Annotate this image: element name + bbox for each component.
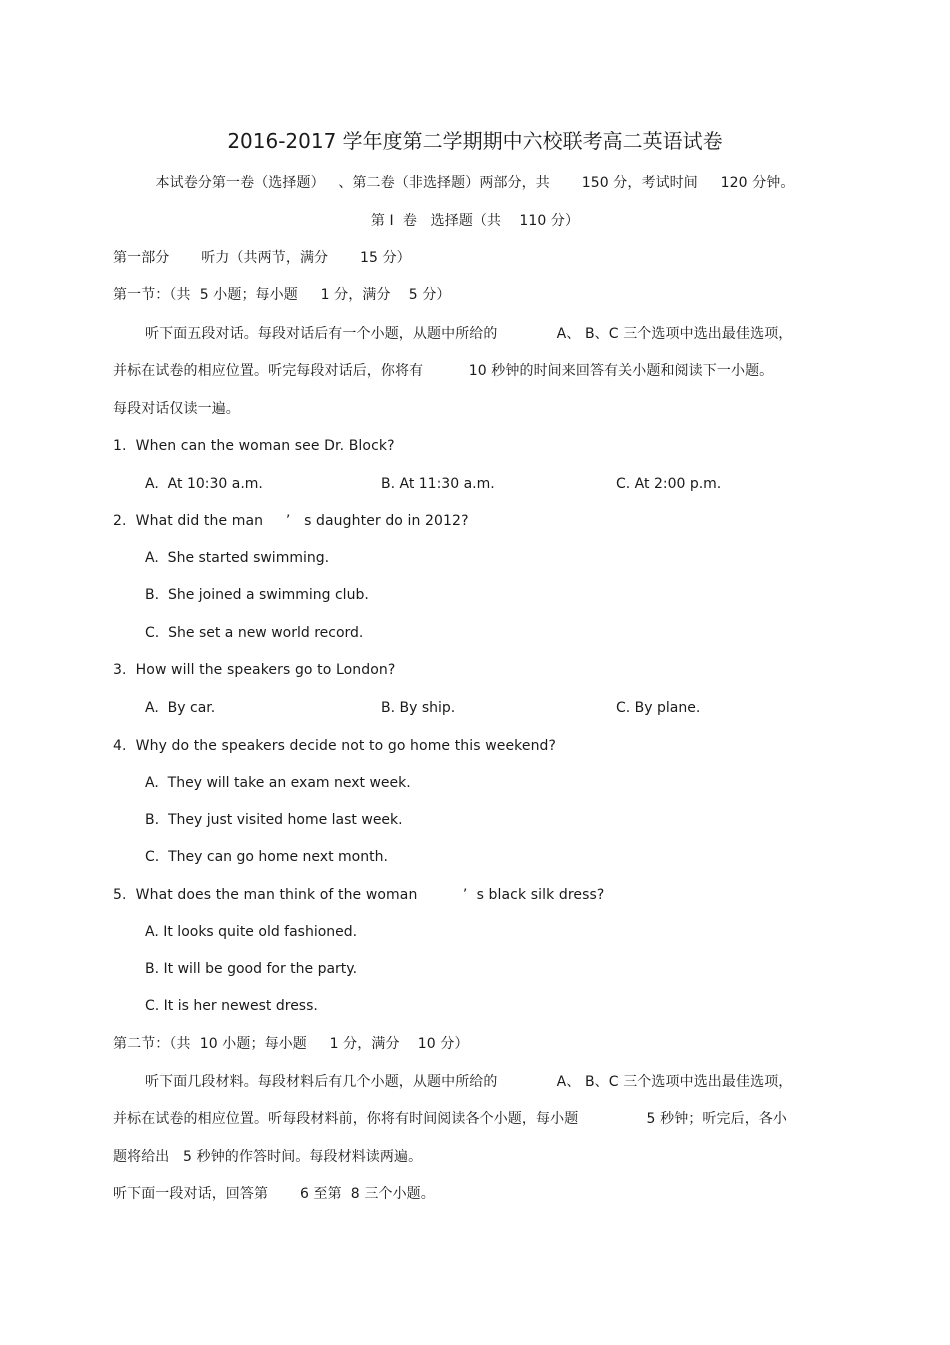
answer-option: B. It will be good for the party. [145,961,358,977]
answer-option: A. She started swimming. [145,550,330,566]
answer-option: B. At 11:30 a.m. [381,476,495,492]
question-text: 3. How will the speakers go to London? [113,662,396,678]
volume-heading: 第 I 卷 选择题（共 110 分） [370,213,580,229]
answer-option: C. By plane. [616,700,701,716]
exam-intro: 本试卷分第一卷（选择题） 、第二卷（非选择题）两部分，共 150 分，考试时间 120 分钟。 [155,175,795,191]
instruction-line: 并标在试卷的相应位置。听每段材料前，你将有时间阅读各个小题，每小题 5 秒钟；听完后，各小 [113,1111,788,1127]
answer-option: A. They will take an exam next week. [145,775,411,791]
answer-option: A. At 10:30 a.m. [145,476,263,492]
section-heading: 第二节：（共 10 小题；每小题 1 分，满分 10 分） [113,1036,469,1052]
instruction-line: 听下面一段对话，回答第 6 至第 8 三个小题。 [113,1186,435,1202]
question-text: 4. Why do the speakers decide not to go home this weekend? [113,738,557,754]
answer-option: C. They can go home next month. [145,849,388,865]
answer-option: B. They just visited home last week. [145,812,403,828]
instruction-line: 听下面几段材料。每段材料后有几个小题，从题中所给的 A、 B、C 三个选项中选出最佳选项， [145,1074,793,1090]
answer-option: C. At 2:00 p.m. [616,476,722,492]
instruction-line: 并标在试卷的相应位置。听完每段对话后，你将有 10 秒钟的时间来回答有关小题和阅读下一小题。 [113,363,774,379]
section-heading: 第一节：（共 5 小题；每小题 1 分，满分 5 分） [113,287,451,303]
answer-option: B. By ship. [381,700,456,716]
question-text: 1. When can the woman see Dr. Block? [113,438,395,454]
question-text: 2. What did the man ’ s daughter do in 2012? [113,513,469,529]
instruction-line: 听下面五段对话。每段对话后有一个小题，从题中所给的 A、 B、C 三个选项中选出最佳选项， [145,326,793,342]
part-heading: 第一部分 听力（共两节，满分 15 分） [113,250,411,266]
answer-option: A. It looks quite old fashioned. [145,924,358,940]
answer-option: C. It is her newest dress. [145,998,318,1014]
instruction-line: 每段对话仅读一遍。 [113,401,240,417]
answer-option: C. She set a new world record. [145,625,364,641]
instruction-line: 题将给出 5 秒钟的作答时间。每段材料读两遍。 [113,1149,423,1165]
question-text: 5. What does the man think of the woman ’ s black silk dress? [113,887,605,903]
answer-option: B. She joined a swimming club. [145,587,369,603]
exam-title: 2016-2017 学年度第二学期期中六校联考高二英语试卷 [227,129,723,153]
answer-option: A. By car. [145,700,216,716]
